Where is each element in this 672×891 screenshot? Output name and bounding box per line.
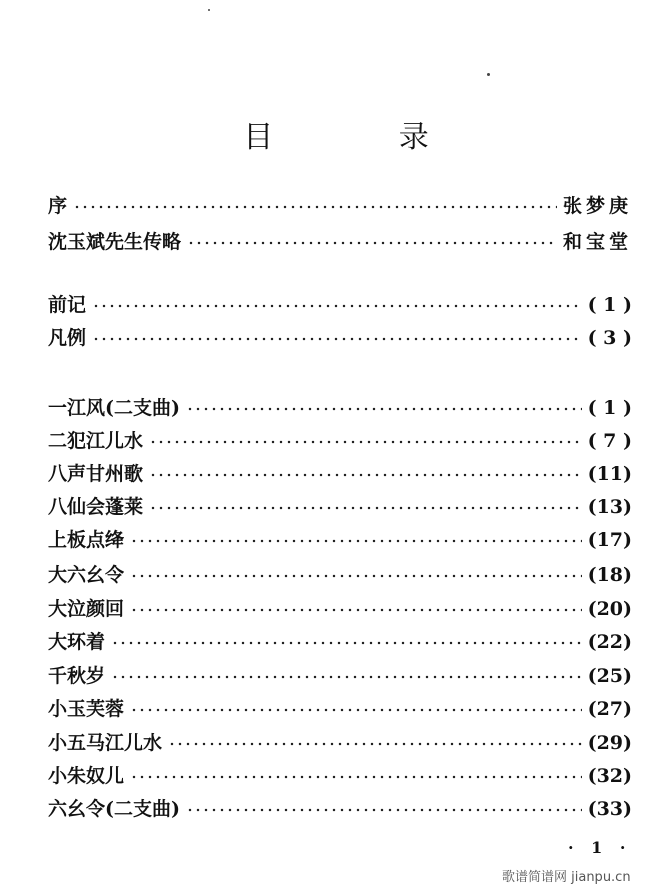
watermark: 歌谱简谱网 jianpu.cn [502, 870, 631, 885]
toc-entry-label: 千秋岁 [48, 665, 106, 687]
page-number: · 1 · [568, 838, 632, 857]
dot-leader [111, 638, 582, 648]
toc-entry-label: 八仙会蓬莱 [48, 496, 144, 518]
dot-leader [187, 238, 557, 248]
scan-speck [487, 73, 490, 76]
dot-leader [149, 437, 582, 447]
toc-entry-page: (27) [587, 698, 632, 720]
scan-speck [208, 9, 210, 11]
toc-entry-page: (13) [587, 496, 632, 518]
dot-leader [73, 202, 557, 212]
toc-entry [48, 520, 632, 550]
toc-entry-label: 前记 [48, 294, 87, 316]
toc-entry [48, 656, 632, 686]
toc-entry [48, 487, 632, 517]
toc-entry-page: (32) [587, 765, 632, 787]
page-title: 目 录 [243, 120, 487, 155]
dot-leader [92, 301, 582, 311]
dot-leader [130, 605, 582, 615]
toc-entry-label: 一江风(二支曲) [48, 397, 180, 419]
dot-leader [186, 404, 582, 414]
dot-leader [130, 536, 582, 546]
dot-leader [130, 705, 582, 715]
toc-entry-label: 小朱奴儿 [48, 765, 125, 787]
dot-leader [186, 805, 582, 815]
dot-leader [92, 334, 582, 344]
toc-entry-page: ( 1 ) [587, 294, 632, 316]
toc-entry-label: 大六幺令 [48, 564, 125, 586]
toc-entry-label: 上板点绛 [48, 529, 125, 551]
toc-entry-page: (33) [587, 798, 632, 820]
toc-entry [48, 589, 632, 619]
toc-entry-author: 和宝堂 [562, 231, 632, 253]
toc-entry-page: (29) [587, 732, 632, 754]
toc-entry-label: 小五马江儿水 [48, 732, 163, 754]
dot-leader [149, 470, 582, 480]
toc-entry-label: 凡例 [48, 327, 87, 349]
toc-entry [48, 756, 632, 786]
toc-entry-label: 小玉芙蓉 [48, 698, 125, 720]
dot-leader [130, 571, 582, 581]
toc-entry-page: (18) [587, 564, 632, 586]
toc-entry-biography [48, 222, 632, 252]
toc-entry-label: 序 [48, 195, 68, 217]
dot-leader [111, 672, 582, 682]
dot-leader [168, 739, 582, 749]
dot-leader [130, 772, 582, 782]
toc-entry [48, 454, 632, 484]
toc-entry [48, 555, 632, 585]
toc-entry-conventions [48, 318, 632, 348]
toc-entry-preface [48, 186, 632, 216]
toc-entry-page: ( 3 ) [587, 327, 632, 349]
toc-entry-page: ( 7 ) [587, 430, 632, 452]
toc-entry-page: (25) [587, 665, 632, 687]
toc-entry-page: (11) [587, 463, 632, 485]
dot-leader [149, 503, 582, 513]
toc-entry-page: (20) [587, 598, 632, 620]
toc-entry-page: (22) [587, 631, 632, 653]
toc-entry [48, 421, 632, 451]
toc-entry-page: ( 1 ) [587, 397, 632, 419]
toc-entry-label: 二犯江儿水 [48, 430, 144, 452]
toc-entry [48, 723, 632, 753]
toc-entry-label: 沈玉斌先生传略 [48, 231, 182, 253]
toc-entry-page: (17) [587, 529, 632, 551]
toc-entry-label: 大泣颜回 [48, 598, 125, 620]
toc-entry-foreword [48, 285, 632, 315]
toc-entry-author: 张梦庚 [562, 195, 632, 217]
toc-entry [48, 622, 632, 652]
toc-entry-label: 大环着 [48, 631, 106, 653]
toc-entry-label: 八声甘州歌 [48, 463, 144, 485]
toc-entry [48, 789, 632, 819]
toc-entry-label: 六幺令(二支曲) [48, 798, 180, 820]
toc-entry [48, 388, 632, 418]
toc-entry [48, 689, 632, 719]
